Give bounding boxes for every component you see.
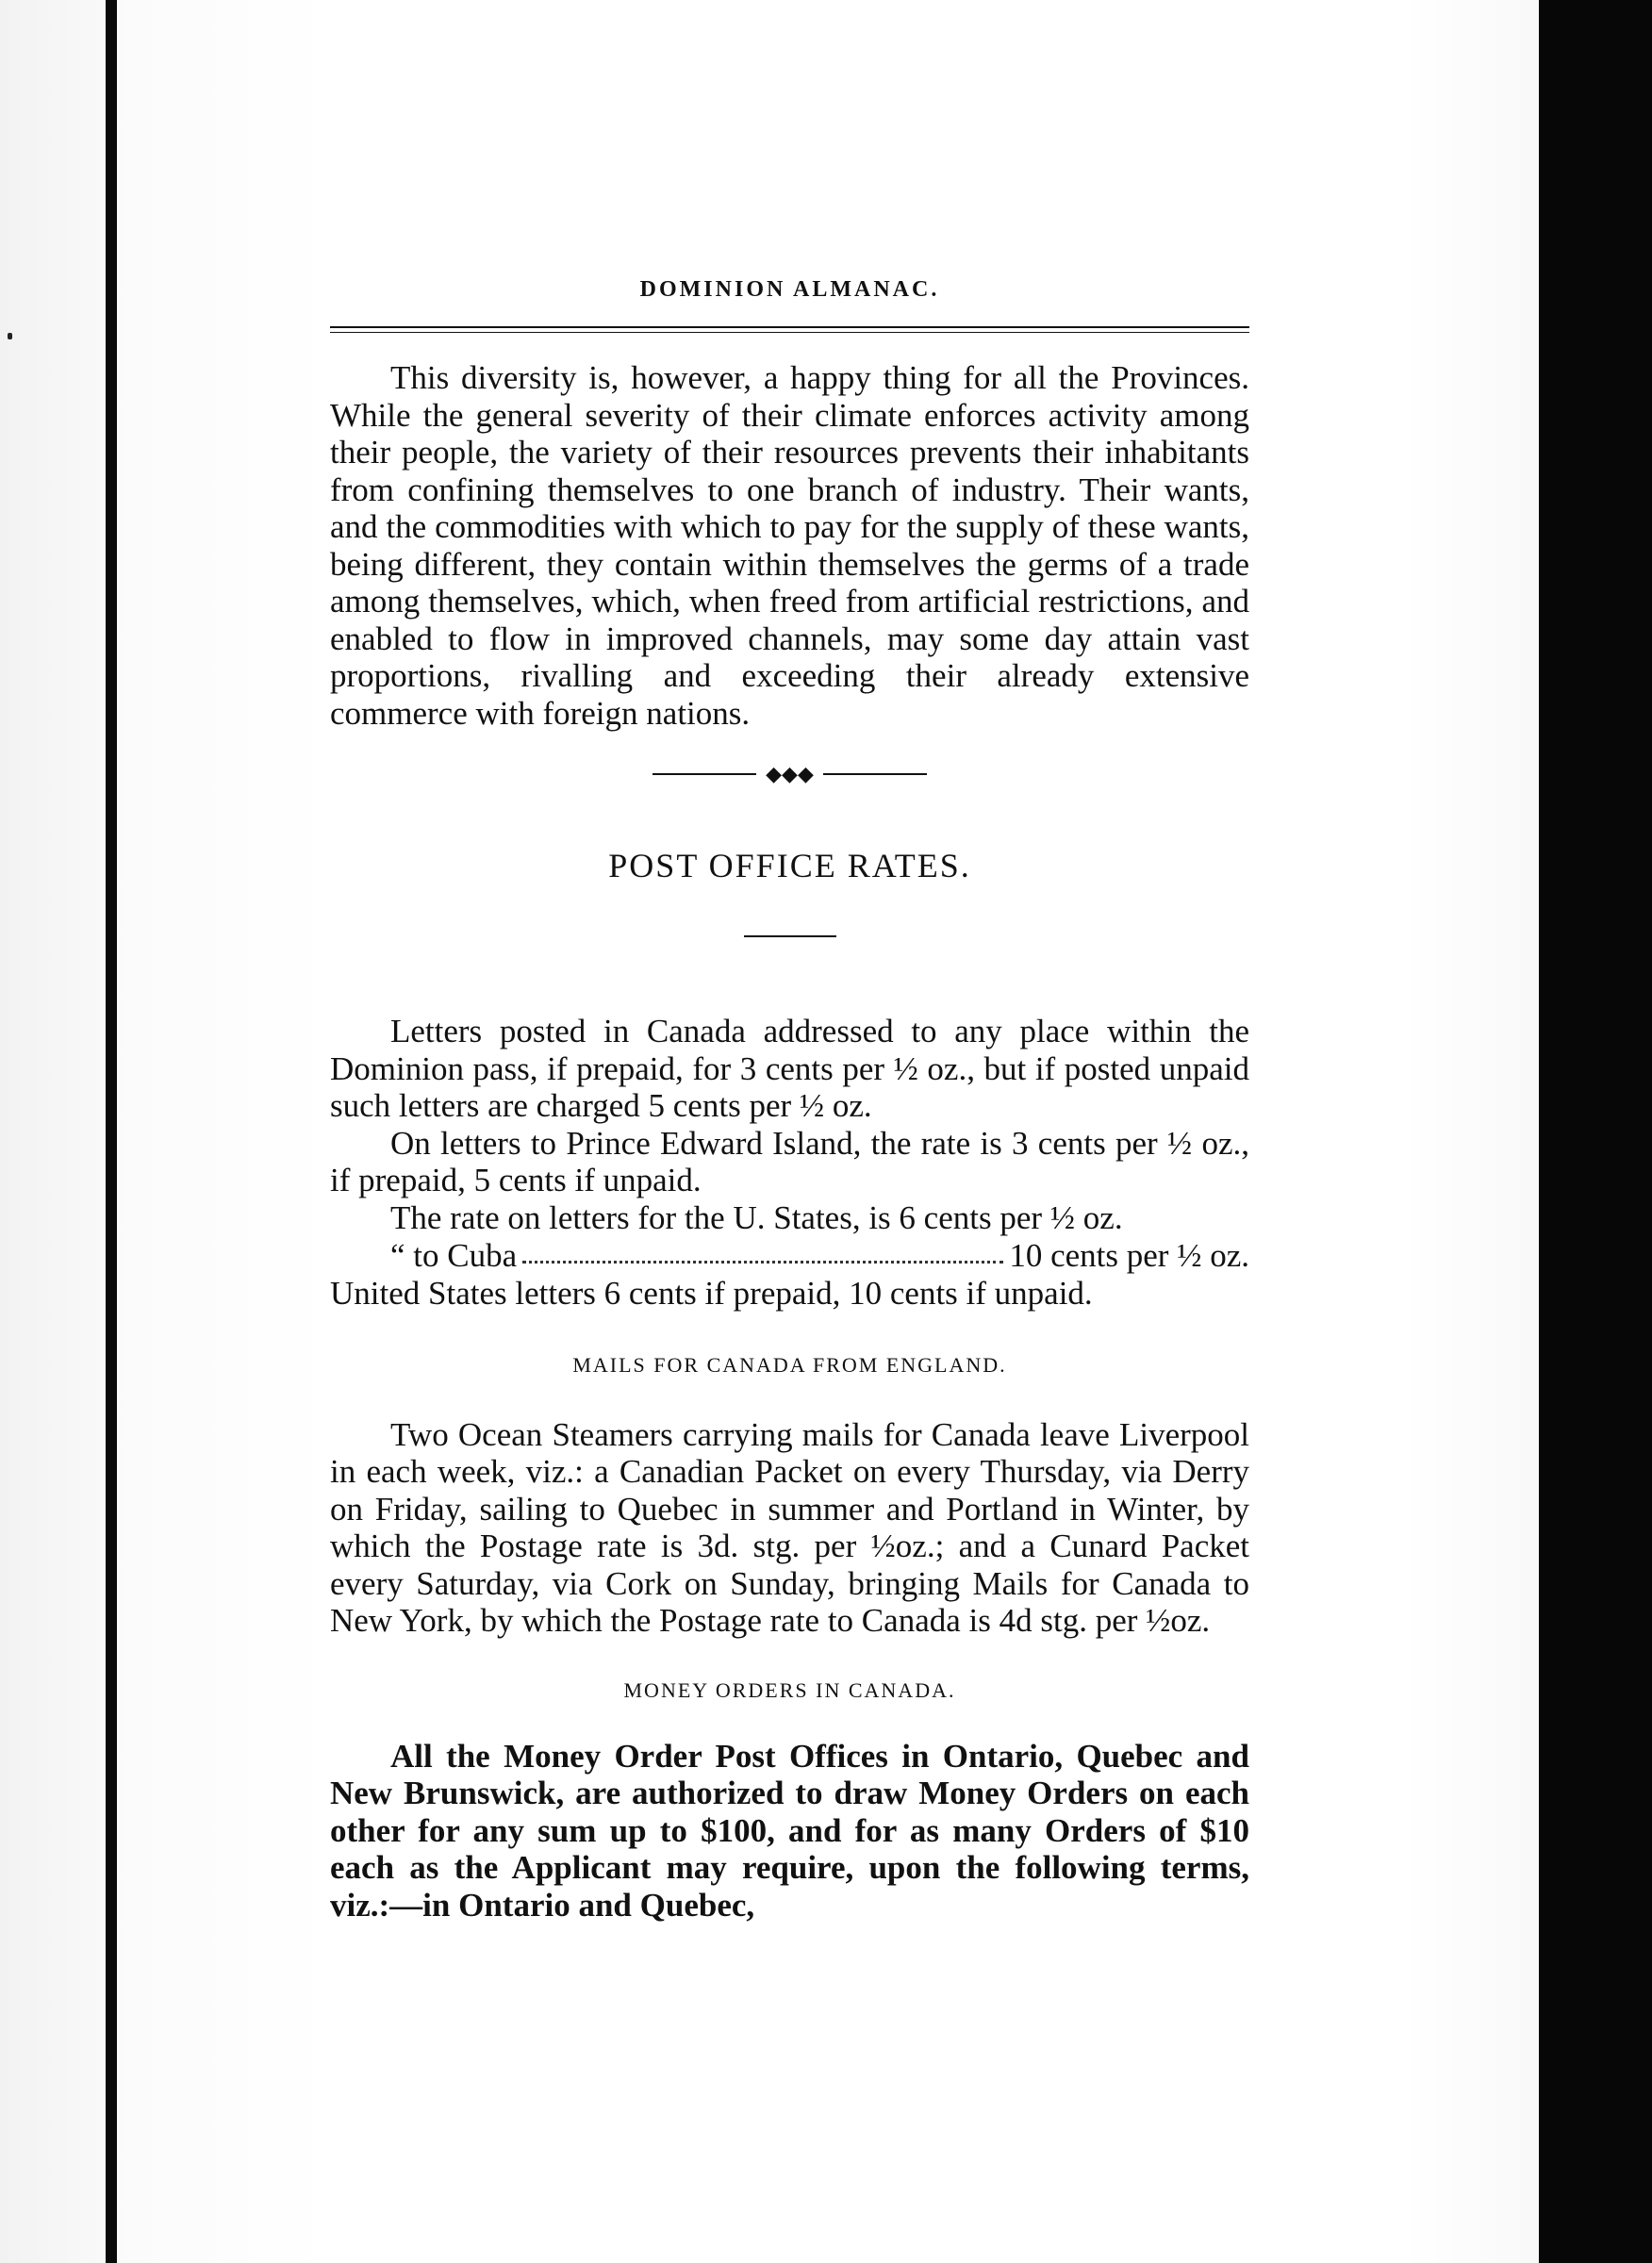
cuba-rate: 10 cents per ½ oz. [1009,1236,1249,1274]
post-office-title: POST OFFICE RATES. [608,847,971,884]
cuba-leader-dots [522,1237,1003,1264]
pei-paragraph: On letters to Prince Edward Island, the rate is 3 cents per ½ oz., if prepaid, 5 cents if unpaid. [330,1124,1249,1198]
ornament-line-right [823,773,927,775]
mails-heading: MAILS FOR CANADA FROM ENGLAND. [572,1352,1007,1377]
cuba-label: “ to Cuba [390,1236,518,1274]
letters-paragraph: Letters posted in Canada addressed to any place within the Dominion pass, if prepaid, for 3 cents per ½ oz., but if posted unpaid such letters are charged 5 cents per ½ oz. [330,1013,1249,1124]
book-gutter-left [106,0,117,2263]
us-rate-line: The rate on letters for the U. States, is 6 cents per ½ oz. [390,1198,1123,1236]
us-letters-line: United States letters 6 cents if prepaid, 10 cents if unpaid. [330,1274,1093,1312]
intro-paragraph: This diversity is, however, a happy thing for all the Provinces. While the general severity of their climate enforces activity among their people, the variety of their resources prevents their inhabitants from confining themselves to one branch of industry. Their wants, and the commodities with which to pay for the supply of these wants, being different, they contain within themselves the germs of a trade among themselves, which, when freed from artificial restrictions, and enabled to flow in improved channels, may some day attain vast proportions, rivalling and exceeding their already extensive commerce with foreign nations. [330,359,1249,732]
scan-speck [8,333,12,339]
page-content [330,273,1249,1924]
money-orders-heading: MONEY ORDERS IN CANADA. [623,1677,956,1702]
title-rule [744,935,836,937]
mails-paragraph: Two Ocean Steamers carrying mails for Canada leave Liverpool in each week, viz.: a Canadian Packet on every Thursday, via Derry on Friday, sailing to Quebec in summer and Portland in Winter, by which the Postage rate is 3d. stg. per ½oz.; and a Cunard Packet every Saturday, via Cork on Sunday, bringing Mails for Canada to New York, by which the Postage rate to Canada is 4d stg. per ½oz. [330,1415,1249,1639]
book-edge-right [1539,0,1652,2263]
ornament-diamonds: ◆◆◆ [766,761,814,785]
section-ornament [330,758,1249,786]
cuba-rate-line [330,1237,1249,1275]
money-orders-paragraph: All the Money Order Post Offices in Ontario, Quebec and New Brunswick, are authorized to draw Money Orders on each other for any sum up to $100, and for as many Orders of $10 each as the Applicant may require, upon the following terms, viz.:—in Ontario and Quebec, [330,1737,1249,1924]
header-rule [330,326,1249,333]
ornament-line-left [653,773,756,775]
running-head: DOMINION ALMANAC. [639,277,940,302]
